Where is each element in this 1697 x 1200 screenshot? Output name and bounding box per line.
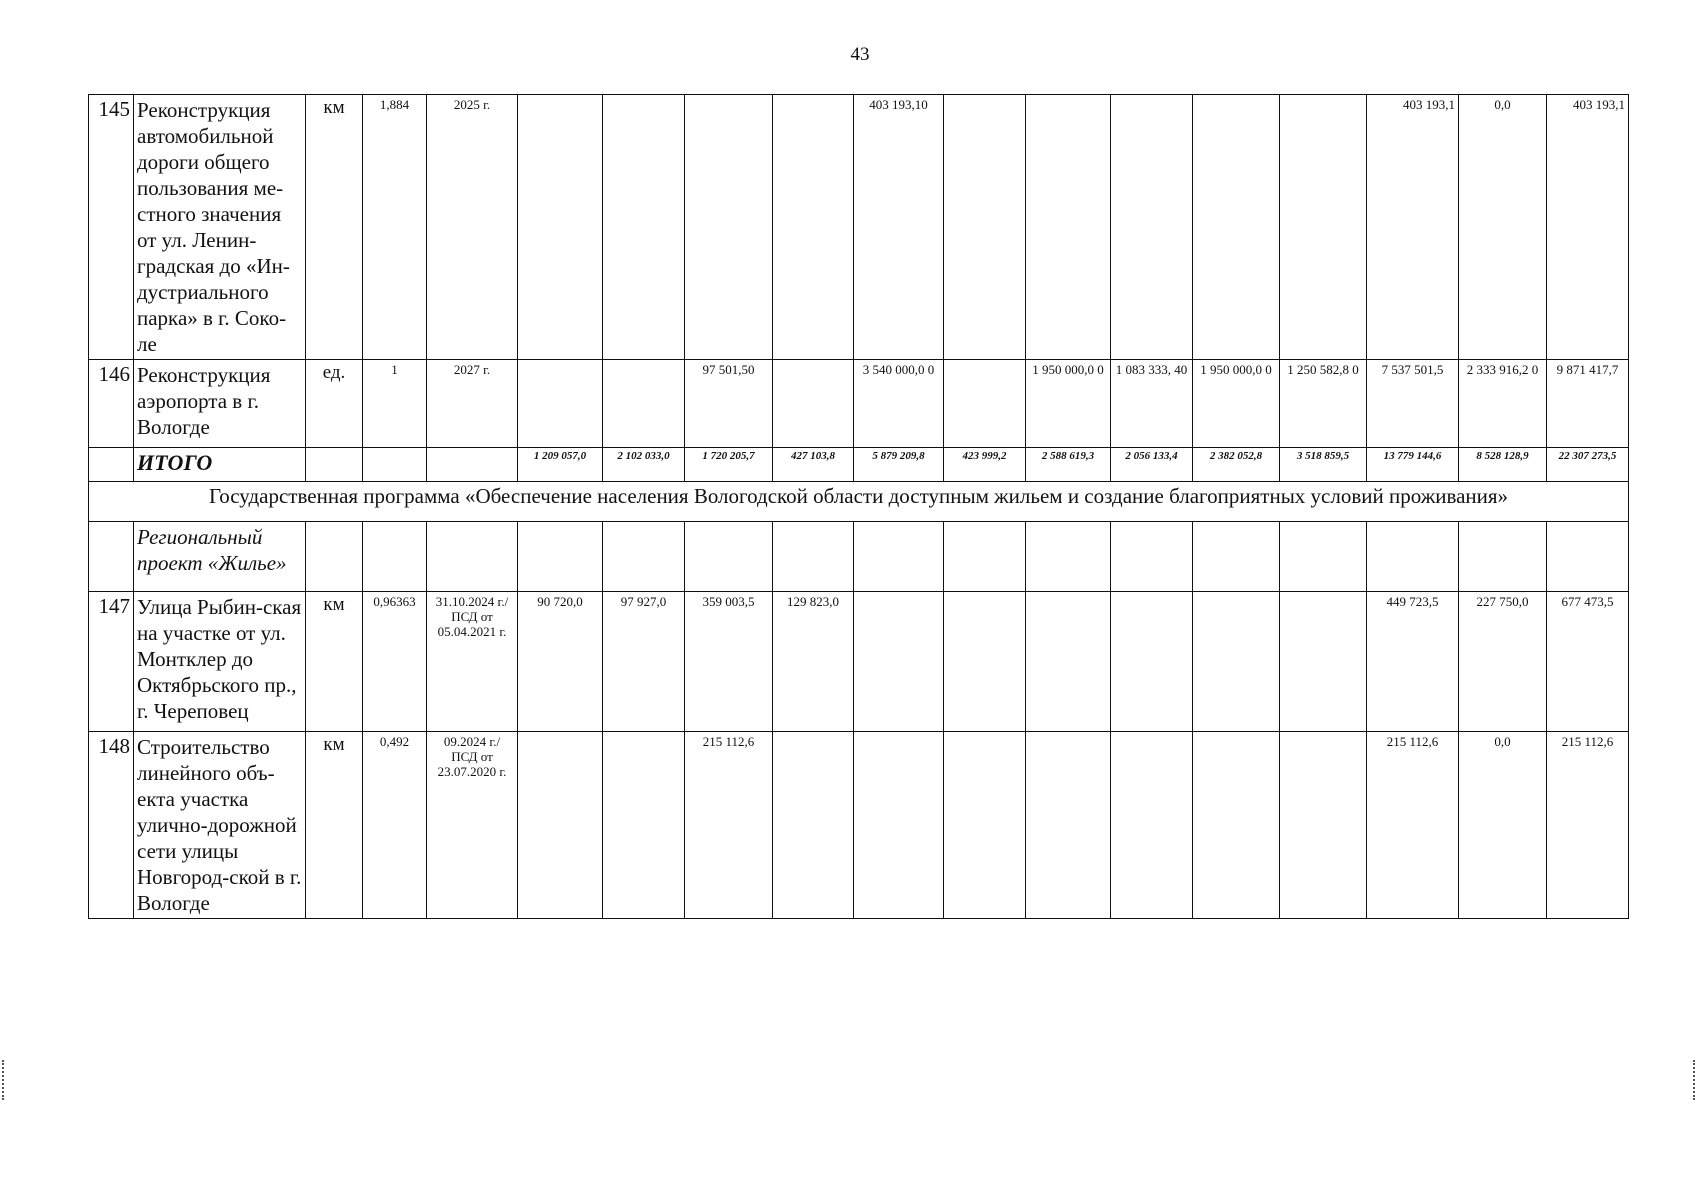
object-name: Строительство линейного объ-екта участка улично-дорожной сети улицы Новгород-ской в г. Вологде <box>134 732 306 919</box>
row-number: 147 <box>89 592 134 732</box>
total-cell: 403 193,1 <box>1547 95 1629 360</box>
total-row <box>89 448 1629 482</box>
value-cell: 3 540 000,0 0 <box>854 360 944 448</box>
total-cell: 449 723,5 <box>1367 592 1459 732</box>
empty-cell <box>306 448 363 482</box>
value-cell <box>1280 732 1367 919</box>
total-value: 423 999,2 <box>944 448 1026 482</box>
project-row <box>89 522 1629 592</box>
object-name: Реконструкция автомобильной дороги общего пользования ме-стного значения от ул. Ленин-градская до «Ин-дустриального парка» в г. Соко-ле <box>134 95 306 360</box>
value-cell <box>944 95 1026 360</box>
empty-cell <box>1547 522 1629 592</box>
object-name: Улица Рыбин-ская на участке от ул. Монтклер до Октябрьского пр., г. Череповец <box>134 592 306 732</box>
value-cell <box>1193 732 1280 919</box>
value-cell <box>603 95 685 360</box>
value-cell: 1 083 333, 40 <box>1111 360 1193 448</box>
empty-cell <box>854 522 944 592</box>
value-cell <box>1193 592 1280 732</box>
value-cell <box>1280 592 1367 732</box>
term-cell: 31.10.2024 г./ ПСД от 05.04.2021 г. <box>427 592 518 732</box>
total-cell: 2 333 916,2 0 <box>1459 360 1547 448</box>
investment-table <box>88 94 1629 919</box>
value-cell <box>603 732 685 919</box>
empty-cell <box>1280 522 1367 592</box>
empty-cell <box>1193 522 1280 592</box>
empty-cell <box>363 448 427 482</box>
table-row <box>89 95 1629 360</box>
program-row <box>89 482 1629 522</box>
page-number: 43 <box>850 44 870 65</box>
empty-cell <box>1459 522 1547 592</box>
total-cell: 403 193,1 <box>1367 95 1459 360</box>
quantity-cell: 0,96363 <box>363 592 427 732</box>
empty-cell <box>944 522 1026 592</box>
value-cell: 129 823,0 <box>773 592 854 732</box>
value-cell <box>854 592 944 732</box>
value-cell <box>518 732 603 919</box>
value-cell <box>1026 592 1111 732</box>
value-cell <box>854 732 944 919</box>
empty-cell <box>1367 522 1459 592</box>
table-row <box>89 592 1629 732</box>
row-number: 146 <box>89 360 134 448</box>
empty-cell <box>1111 522 1193 592</box>
total-cell: 215 112,6 <box>1547 732 1629 919</box>
value-cell <box>1280 95 1367 360</box>
value-cell <box>773 95 854 360</box>
quantity-cell: 1 <box>363 360 427 448</box>
unit-cell: ед. <box>306 360 363 448</box>
value-cell: 97 501,50 <box>685 360 773 448</box>
total-value: 2 588 619,3 <box>1026 448 1111 482</box>
value-cell: 215 112,6 <box>685 732 773 919</box>
value-cell <box>773 360 854 448</box>
total-cell: 677 473,5 <box>1547 592 1629 732</box>
value-cell <box>1193 95 1280 360</box>
value-cell: 97 927,0 <box>603 592 685 732</box>
total-cell: 7 537 501,5 <box>1367 360 1459 448</box>
total-value: 13 779 144,6 <box>1367 448 1459 482</box>
total-value: 8 528 128,9 <box>1459 448 1547 482</box>
table-row <box>89 732 1629 919</box>
total-cell: 0,0 <box>1459 95 1547 360</box>
value-cell <box>1111 732 1193 919</box>
value-cell: 403 193,10 <box>854 95 944 360</box>
row-number: 145 <box>89 95 134 360</box>
value-cell <box>944 592 1026 732</box>
total-value: 5 879 209,8 <box>854 448 944 482</box>
empty-cell <box>427 522 518 592</box>
term-cell: 2027 г. <box>427 360 518 448</box>
total-value: 22 307 273,5 <box>1547 448 1629 482</box>
total-cell: 0,0 <box>1459 732 1547 919</box>
term-cell: 09.2024 г./ ПСД от 23.07.2020 г. <box>427 732 518 919</box>
total-value: 2 382 052,8 <box>1193 448 1280 482</box>
value-cell <box>1026 95 1111 360</box>
value-cell: 359 003,5 <box>685 592 773 732</box>
total-value: 2 056 133,4 <box>1111 448 1193 482</box>
empty-cell <box>685 522 773 592</box>
empty-cell <box>1026 522 1111 592</box>
value-cell: 1 950 000,0 0 <box>1026 360 1111 448</box>
empty-cell <box>89 522 134 592</box>
empty-cell <box>427 448 518 482</box>
empty-cell <box>603 522 685 592</box>
total-value: 3 518 859,5 <box>1280 448 1367 482</box>
right-margin-dots <box>1693 1060 1697 1100</box>
value-cell <box>1026 732 1111 919</box>
empty-cell <box>363 522 427 592</box>
value-cell <box>944 360 1026 448</box>
unit-cell: км <box>306 732 363 919</box>
table-row <box>89 360 1629 448</box>
value-cell <box>944 732 1026 919</box>
value-cell: 1 950 000,0 0 <box>1193 360 1280 448</box>
row-number: 148 <box>89 732 134 919</box>
empty-cell <box>89 448 134 482</box>
value-cell <box>773 732 854 919</box>
term-cell: 2025 г. <box>427 95 518 360</box>
total-cell: 227 750,0 <box>1459 592 1547 732</box>
empty-cell <box>306 522 363 592</box>
quantity-cell: 0,492 <box>363 732 427 919</box>
value-cell: 90 720,0 <box>518 592 603 732</box>
unit-cell: км <box>306 95 363 360</box>
object-name: Реконструкция аэропорта в г. Вологде <box>134 360 306 448</box>
total-cell: 9 871 417,7 <box>1547 360 1629 448</box>
total-value: 427 103,8 <box>773 448 854 482</box>
total-value: 1 209 057,0 <box>518 448 603 482</box>
total-cell: 215 112,6 <box>1367 732 1459 919</box>
value-cell <box>1111 592 1193 732</box>
total-value: 2 102 033,0 <box>603 448 685 482</box>
unit-cell: км <box>306 592 363 732</box>
project-title: Региональный проект «Жилье» <box>134 522 306 592</box>
value-cell <box>1111 95 1193 360</box>
total-value: 1 720 205,7 <box>685 448 773 482</box>
empty-cell <box>518 522 603 592</box>
value-cell <box>518 95 603 360</box>
empty-cell <box>773 522 854 592</box>
value-cell <box>685 95 773 360</box>
left-margin-dots <box>2 1060 6 1100</box>
total-label: ИТОГО <box>134 448 306 482</box>
quantity-cell: 1,884 <box>363 95 427 360</box>
value-cell <box>518 360 603 448</box>
value-cell <box>603 360 685 448</box>
program-title: Государственная программа «Обеспечение населения Вологодской области доступным жильем и создание благоприятных условий проживания» <box>89 482 1629 522</box>
value-cell: 1 250 582,8 0 <box>1280 360 1367 448</box>
